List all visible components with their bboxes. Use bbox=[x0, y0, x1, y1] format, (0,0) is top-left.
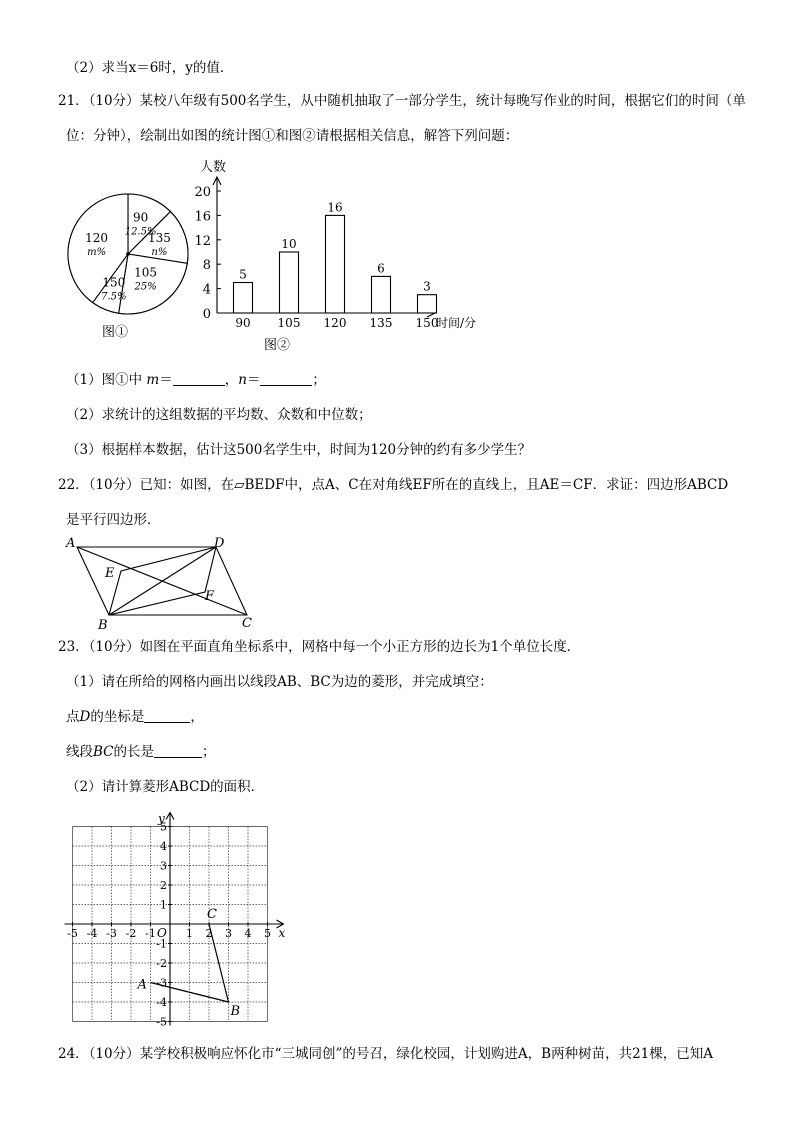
grid-y-label: y bbox=[158, 811, 165, 826]
q23-fill-d-comma: ， bbox=[190, 709, 204, 725]
grid-xtick--1: -1 bbox=[145, 927, 156, 940]
q23-fill-d bbox=[66, 707, 204, 727]
bar-150 bbox=[418, 295, 437, 313]
pie-label-105: 105 bbox=[134, 265, 158, 280]
q22-stem-text1: 已知：如图，在▱BEDF中，点A、C在对角线EF所在的直线上，且AE＝CF．求证：四边形ABCD bbox=[139, 477, 729, 493]
bar-value-135: 6 bbox=[377, 261, 385, 276]
bar-xtick-135: 135 bbox=[369, 316, 393, 330]
grid-ytick--4: -4 bbox=[156, 996, 167, 1009]
var-d: D bbox=[79, 709, 91, 725]
grid-ytick-5: 5 bbox=[160, 820, 167, 834]
bar-caption: 图② bbox=[264, 338, 291, 353]
grid-xtick--3: -3 bbox=[106, 927, 117, 940]
q21-sub2: （2）求统计的这组数据的平均数、众数和中位数； bbox=[66, 407, 372, 423]
bar-ytick-0: 0 bbox=[202, 307, 211, 322]
grid-xtick-2: 2 bbox=[205, 927, 213, 940]
pie-pct-120: m% bbox=[87, 246, 107, 258]
pie-pct-105: 25% bbox=[134, 281, 157, 293]
grid-ytick--1: -1 bbox=[156, 937, 167, 951]
bar-ytick-8: 8 bbox=[202, 258, 211, 274]
bar-chart bbox=[190, 155, 500, 355]
q23-score: （10分） bbox=[88, 639, 140, 655]
bar-value-90: 5 bbox=[239, 267, 247, 282]
pie-label-120: 120 bbox=[85, 230, 109, 245]
grid-xtick--2: -2 bbox=[125, 927, 137, 940]
bar-ylabel: 人数 bbox=[200, 160, 227, 175]
diagonal-bd bbox=[109, 547, 216, 615]
label-e: E bbox=[105, 566, 115, 581]
q21-sub1 bbox=[66, 370, 326, 390]
grid-xtick--4: -4 bbox=[86, 927, 98, 940]
bar-xtick-105: 105 bbox=[277, 316, 301, 330]
q23-fill-bc bbox=[66, 742, 216, 762]
bar-ytick-20: 20 bbox=[194, 185, 211, 200]
label-b: B bbox=[98, 618, 108, 630]
grid-ytick--2: -2 bbox=[156, 957, 167, 970]
grid-xtick-4: 4 bbox=[244, 927, 252, 940]
q21-stem-line2: 位：分钟），绘制出如图的统计图①和图②请根据相关信息，解答下列问题： bbox=[66, 128, 519, 144]
q24-number: 24． bbox=[58, 1046, 89, 1062]
pie-pct-90: 12.5% bbox=[124, 226, 157, 238]
q20-sub2: （2）求当x＝6时，y的值． bbox=[66, 60, 234, 76]
bar-90 bbox=[234, 283, 253, 314]
pie-label-90: 90 bbox=[132, 210, 149, 225]
q24-score: （10分） bbox=[88, 1046, 140, 1062]
parallelogram-figure bbox=[60, 530, 260, 630]
var-m: m bbox=[146, 372, 160, 388]
bar-ytick-4: 4 bbox=[202, 282, 211, 298]
bar-value-120: 16 bbox=[327, 200, 343, 215]
grid-ytick--3: -3 bbox=[156, 976, 167, 990]
bar-ytick-12: 12 bbox=[194, 233, 211, 249]
q22-stem-line2: 是平行四边形． bbox=[66, 512, 161, 528]
pie-center-dot bbox=[126, 252, 130, 256]
blank-n[interactable] bbox=[260, 371, 312, 386]
pie-label-150: 150 bbox=[102, 275, 126, 290]
q21-sub1-eq1: ＝ bbox=[159, 372, 173, 388]
bar-value-150: 3 bbox=[423, 279, 431, 294]
pie-caption: 图① bbox=[102, 325, 129, 338]
pie-chart bbox=[60, 188, 200, 338]
q23-fill-bc-text1: 线段 bbox=[66, 744, 93, 760]
q22-score: （10分） bbox=[88, 477, 140, 493]
bar-120 bbox=[326, 215, 345, 313]
point-label-b: B bbox=[230, 1004, 241, 1019]
label-c: C bbox=[242, 616, 252, 630]
point-label-c: C bbox=[207, 907, 217, 922]
blank-bc-length[interactable] bbox=[154, 743, 202, 758]
bar-xtick-120: 120 bbox=[323, 316, 347, 330]
q23-stem-text: 如图在平面直角坐标系中，网格中每一个小正方形的边长为1个单位长度． bbox=[139, 639, 581, 655]
bar-105 bbox=[280, 252, 299, 313]
q21-sub1-eq2: ＝ bbox=[246, 372, 261, 388]
label-f: F bbox=[205, 589, 215, 604]
q21-sub1-text: （1）图①中 bbox=[66, 372, 147, 388]
q24-stem-text: 某学校积极响应怀化市“三城同创”的号召，绿化校园，计划购进A，B两种树苗，共21棵，已知A bbox=[139, 1046, 714, 1062]
pie-label-135: 135 bbox=[147, 230, 171, 245]
grid-xtick-1: 1 bbox=[186, 927, 193, 940]
bar-ytick-16: 16 bbox=[194, 209, 211, 225]
bar-xtick-150: 150 bbox=[415, 316, 439, 330]
q24-stem bbox=[58, 1044, 713, 1064]
q22-number: 22． bbox=[58, 477, 89, 493]
label-d: D bbox=[214, 536, 225, 551]
coordinate-grid bbox=[62, 808, 287, 1030]
label-a: A bbox=[66, 536, 76, 551]
grid-ytick-3: 3 bbox=[160, 859, 167, 873]
grid-xtick--5: -5 bbox=[67, 927, 78, 940]
q23-sub1: （1）请在所给的网格内画出以线段AB、BC为边的菱形，并完成填空： bbox=[66, 674, 493, 690]
q23-fill-bc-semicolon: ； bbox=[202, 744, 216, 760]
q23-stem bbox=[58, 637, 580, 657]
q21-number: 21． bbox=[58, 93, 89, 109]
q21-stem-line1 bbox=[58, 91, 746, 111]
grid-origin-label: O bbox=[157, 926, 167, 940]
grid-xtick-5: 5 bbox=[264, 927, 271, 940]
q21-sub1-comma: ， bbox=[224, 372, 239, 388]
grid-x-label: x bbox=[278, 926, 286, 940]
q23-fill-bc-text2: 的长是 bbox=[113, 744, 155, 760]
blank-d-coord[interactable] bbox=[144, 708, 190, 723]
pie-pct-150: 7.5% bbox=[101, 291, 127, 303]
q21-sub3: （3）根据样本数据，估计这500名学生中，时间为120分钟的约有多少学生？ bbox=[66, 442, 532, 458]
grid-ytick--5: -5 bbox=[156, 1015, 167, 1029]
bar-value-105: 10 bbox=[281, 237, 297, 251]
q22-stem-line1 bbox=[58, 475, 728, 495]
q23-number: 23． bbox=[58, 639, 89, 655]
q23-sub2: （2）请计算菱形ABCD的面积． bbox=[66, 779, 265, 795]
pie-pct-135: n% bbox=[151, 246, 168, 258]
bar-xtick-90: 90 bbox=[235, 316, 251, 330]
point-label-a: A bbox=[137, 977, 147, 993]
grid-ytick-4: 4 bbox=[160, 840, 167, 853]
var-bc: BC bbox=[93, 744, 114, 760]
grid-xtick-3: 3 bbox=[225, 927, 232, 940]
grid-ytick-2: 2 bbox=[160, 879, 167, 892]
q21-score: （10分） bbox=[88, 93, 140, 109]
grid-ytick-1: 1 bbox=[160, 898, 167, 912]
q23-fill-d-text1: 点 bbox=[66, 709, 80, 725]
q21-sub1-semicolon: ； bbox=[312, 372, 326, 388]
blank-m[interactable] bbox=[173, 371, 225, 386]
bar-xlabel: 时间/分 bbox=[436, 316, 477, 330]
var-n: n bbox=[238, 372, 247, 388]
q23-fill-d-text2: 的坐标是 bbox=[90, 709, 145, 725]
bar-135 bbox=[372, 276, 391, 313]
q21-stem-text1: 某校八年级有500名学生，从中随机抽取了一部分学生，统计每晚写作业的时间，根据它们的时间（单 bbox=[139, 93, 746, 109]
